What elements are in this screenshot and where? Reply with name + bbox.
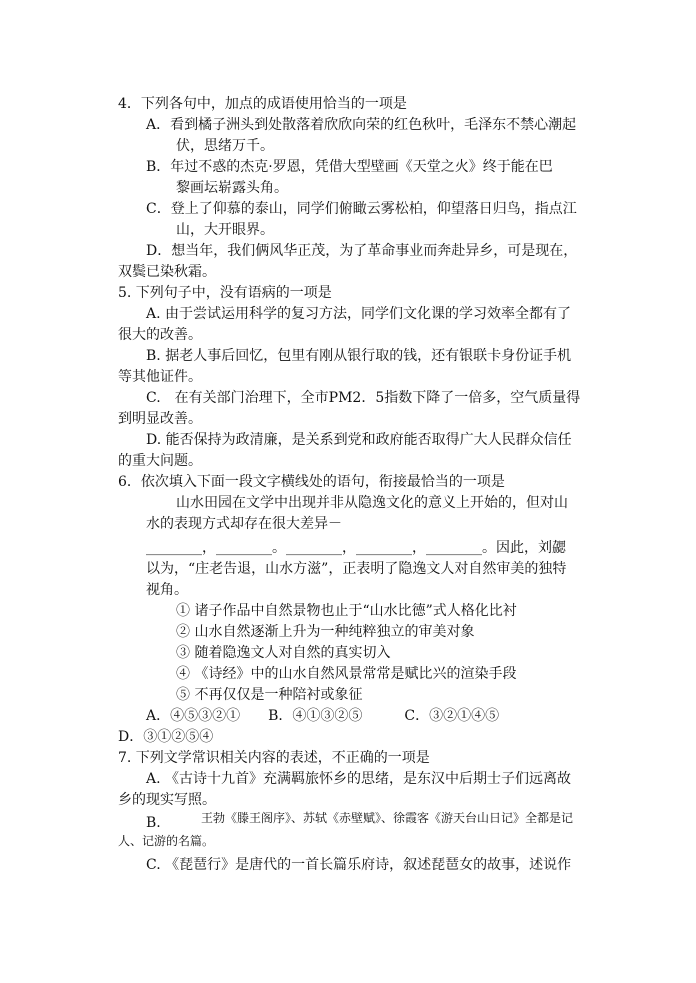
q6-item-5: ⑤ 不再仅仅是一种陪衬或象征 bbox=[176, 687, 363, 703]
q6-passage-line-4: 以为，“庄老告退，山水方滋”，正表明了隐逸文人对自然审美的独特 bbox=[146, 561, 567, 577]
q6-item-1: ① 诸子作品中自然景物也止于“山水比德”式人格化比衬 bbox=[176, 603, 517, 619]
q6-passage-line-1: 山水田园在文学中出现并非从隐逸文化的意义上开始的，但对山 bbox=[176, 495, 568, 511]
q7-option-a-cont: 乡的现实写照。 bbox=[118, 792, 216, 808]
q5-option-d: D. 能否保持为政清廉，是关系到党和政府能否取得广大人民群众信任 bbox=[146, 432, 572, 448]
q4-option-b: B．年过不惑的杰克·罗恩，凭借大型壁画《天堂之火》终于能在巴 bbox=[146, 159, 553, 175]
q5-option-b: B. 据老人事后回忆，包里有刚从银行取的钱，还有银联卡身份证手机 bbox=[146, 348, 572, 364]
q4-option-a: A．看到橘子洲头到处散落着欣欣向荣的红色秋叶，毛泽东不禁心潮起 bbox=[146, 117, 577, 133]
question-5-stem: 5. 下列句子中，没有语病的一项是 bbox=[118, 285, 332, 301]
question-6-stem: 6．依次填入下面一段文字横线处的语句，衔接最恰当的一项是 bbox=[118, 474, 505, 490]
question-4-stem: 4．下列各句中，加点的成语使用恰当的一项是 bbox=[118, 96, 407, 112]
q4-option-c-cont: 山，大开眼界。 bbox=[176, 222, 274, 238]
q6-options-abc: A．④⑤③②① B．④①③②⑤ C．③②①④⑤ bbox=[146, 708, 500, 724]
q4-option-d-cont: 双鬓已染秋霜。 bbox=[118, 264, 216, 280]
q7-option-b-cont: 人、记游的名篇。 bbox=[118, 834, 215, 848]
q7-option-a: A. 《古诗十九首》充满羁旅怀乡的思绪，是东汉中后期士子们远离故 bbox=[146, 771, 572, 787]
q6-passage-line-5: 视角。 bbox=[146, 582, 188, 598]
q7-option-b-label: B. bbox=[146, 815, 161, 831]
q4-option-c: C．登上了仰慕的泰山，同学们俯瞰云雾松柏，仰望落日归鸟，指点江 bbox=[146, 201, 577, 217]
q4-option-b-cont: 黎画坛崭露头角。 bbox=[176, 180, 288, 196]
q6-item-4: ④ 《诗经》中的山水自然风景常常是赋比兴的渲染手段 bbox=[176, 666, 517, 682]
q7-option-c: C. 《琵琶行》是唐代的一首长篇乐府诗，叙述琵琶女的故事，述说作 bbox=[146, 857, 572, 873]
q5-option-c: C. 在有关部门治理下，全市PM2．5指数下降了一倍多，空气质量得 bbox=[146, 390, 581, 406]
q5-option-d-cont: 的重大问题。 bbox=[118, 453, 202, 469]
q5-option-b-cont: 等其他证件。 bbox=[118, 369, 202, 385]
q5-option-a: A. 由于尝试运用科学的复习方法，同学们文化课的学习效率全都有了 bbox=[146, 306, 572, 322]
q6-item-3: ③ 随着隐逸文人对自然的真实切入 bbox=[176, 645, 391, 661]
q6-passage-line-2: 水的表现方式却存在很大差异－ bbox=[146, 516, 342, 532]
question-7-stem: 7. 下列文学常识相关内容的表述，不正确的一项是 bbox=[118, 750, 430, 766]
q6-passage-blanks: ________，________。________，________，________。因此，刘勰 bbox=[146, 540, 566, 556]
q4-option-d: D．想当年，我们俩风华正茂，为了革命事业而奔赴异乡，可是现在， bbox=[146, 243, 578, 259]
q5-option-c-cont: 到明显改善。 bbox=[118, 411, 202, 427]
q6-option-d: D．③①②⑤④ bbox=[118, 729, 214, 745]
q6-item-2: ② 山水自然逐渐上升为一种纯粹独立的审美对象 bbox=[176, 624, 475, 640]
q5-option-a-cont: 很大的改善。 bbox=[118, 327, 202, 343]
q7-option-b: 王勃《滕王阁序》、苏轼《赤壁赋》、徐霞客《游天台山日记》全都是记 bbox=[201, 811, 574, 825]
q4-option-a-cont: 伏，思绪万千。 bbox=[176, 138, 274, 154]
